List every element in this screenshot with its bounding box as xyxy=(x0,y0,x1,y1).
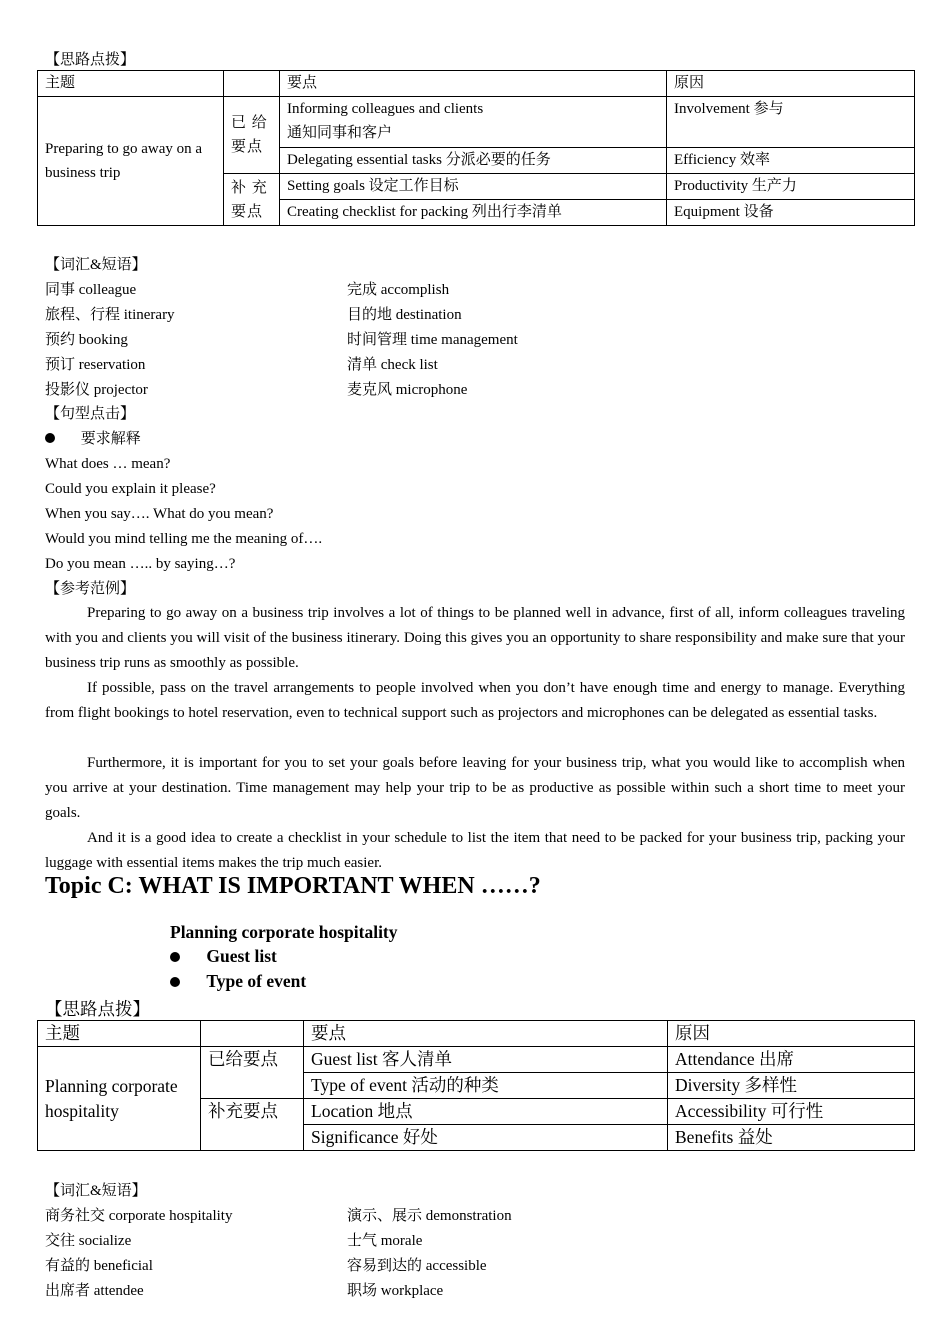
bullet-icon xyxy=(45,433,55,443)
sentence-item: Could you explain it please? xyxy=(45,481,216,497)
section-heading-vocab: 【词汇&短语】 xyxy=(45,257,147,273)
vocab-item: 清单 check list xyxy=(347,357,438,373)
table-reason-cell: Benefits 益处 xyxy=(668,1125,915,1151)
example-paragraph: Preparing to go away on a business trip involves a lot of things to be planned well in advance, first of all, inform colleagues traveling with you and clients you will visit of the business itinerary. Doing this gives you an opportunity to share responsibility and make sure that your business trip runs as smoothly as possible. xyxy=(45,605,905,671)
vocab-list-left xyxy=(45,1204,232,1304)
example-paragraph: And it is a good idea to create a checklist in your schedule to list the item that need to be packed for your business trip, packing your luggage with essential items makes the trip much easier. xyxy=(45,830,905,871)
vocab-item: 出席者 attendee xyxy=(45,1283,144,1299)
table-reason-cell: Efficiency 效率 xyxy=(667,148,915,174)
example-paragraph: Furthermore, it is important for you to set your goals before leaving for your business trip, what you would like to accomplish when you arrive at your destination. Time management may help your trip to be as productive as possible within such a short time to meet your goals. xyxy=(45,755,905,821)
topic-title: Topic C: WHAT IS IMPORTANT WHEN ……? xyxy=(45,873,541,899)
table-point-cell: Delegating essential tasks 分派必要的任务 xyxy=(280,148,667,174)
sentence-item: What does … mean? xyxy=(45,456,171,472)
table-reason-cell: Equipment 设备 xyxy=(667,200,915,226)
table-point-cell xyxy=(280,97,667,148)
topic-subtitle: Planning corporate hospitality xyxy=(170,922,398,942)
vocab-item: 有益的 beneficial xyxy=(45,1258,153,1274)
table-header-reasons: 原因 xyxy=(668,1021,915,1047)
outline-table-hospitality xyxy=(37,1020,915,1151)
bullet-icon xyxy=(170,977,180,987)
table-reason-cell: Productivity 生产力 xyxy=(667,174,915,200)
bullet-item xyxy=(170,971,306,992)
section-heading-thinking: 【思路点拨】 xyxy=(45,52,136,68)
vocab-list-right xyxy=(347,1204,512,1304)
section-heading-example: 【参考范例】 xyxy=(45,581,136,597)
sentence-pattern-list xyxy=(45,452,322,577)
vocab-item: 投影仪 projector xyxy=(45,382,148,398)
vocab-item: 时间管理 time management xyxy=(347,332,518,348)
vocab-list-left xyxy=(45,278,175,403)
section-heading-sentence: 【句型点击】 xyxy=(45,406,136,422)
point-text-cn: 通知同事和客户 xyxy=(287,125,393,141)
table-reason-cell: Accessibility 可行性 xyxy=(668,1099,915,1125)
sentence-item: When you say…. What do you mean? xyxy=(45,506,274,522)
sentence-item: Would you mind telling me the meaning of…. xyxy=(45,531,323,547)
table-header-topic: 主题 xyxy=(38,71,224,97)
table-topic-cell: Planning corporate hospitality xyxy=(38,1047,201,1151)
sentence-item: Do you mean ….. by saying…? xyxy=(45,556,236,572)
table-point-cell: Type of event 活动的种类 xyxy=(304,1073,668,1099)
table-topic-cell: Preparing to go away on a business trip xyxy=(38,97,224,226)
table-point-cell: Significance 好处 xyxy=(304,1125,668,1151)
table-reason-cell: Involvement 参与 xyxy=(667,97,915,148)
given-points-label: 已给要点 xyxy=(201,1047,304,1099)
table-header-blank xyxy=(224,71,280,97)
vocab-item: 同事 colleague xyxy=(45,282,137,298)
table-header-reasons: 原因 xyxy=(667,71,915,97)
vocab-item: 麦克风 microphone xyxy=(347,382,468,398)
table-header-blank xyxy=(201,1021,304,1047)
given-points-label: 已 给 要点 xyxy=(224,97,280,174)
vocab-item: 商务社交 corporate hospitality xyxy=(45,1208,233,1224)
table-reason-cell: Diversity 多样性 xyxy=(668,1073,915,1099)
vocab-item: 演示、展示 demonstration xyxy=(347,1208,512,1224)
vocab-item: 预约 booking xyxy=(45,332,128,348)
supplement-points-label: 补 充 要点 xyxy=(224,174,280,226)
table-header-points: 要点 xyxy=(280,71,667,97)
vocab-item: 旅程、行程 itinerary xyxy=(45,307,175,323)
supplement-points-label: 补充要点 xyxy=(201,1099,304,1151)
vocab-item: 容易到达的 accessible xyxy=(347,1258,487,1274)
vocab-item: 目的地 destination xyxy=(347,307,462,323)
outline-table-business-trip xyxy=(37,70,915,226)
point-text: Informing colleagues and clients xyxy=(287,101,484,117)
vocab-item: 预订 reservation xyxy=(45,357,146,373)
table-point-cell: Location 地点 xyxy=(304,1099,668,1125)
vocab-item: 士气 morale xyxy=(347,1233,423,1249)
bullet-label: Guest list xyxy=(206,946,277,966)
bullet-label: Type of event xyxy=(206,971,307,991)
vocab-item: 职场 workplace xyxy=(347,1283,444,1299)
bullet-label: 要求解释 xyxy=(80,431,141,447)
table-header-topic: 主题 xyxy=(38,1021,201,1047)
table-point-cell: Creating checklist for packing 列出行李清单 xyxy=(280,200,667,226)
table-header-points: 要点 xyxy=(304,1021,668,1047)
table-point-cell: Guest list 客人清单 xyxy=(304,1047,668,1073)
vocab-item: 完成 accomplish xyxy=(347,282,450,298)
table-point-cell: Setting goals 设定工作目标 xyxy=(280,174,667,200)
section-heading-vocab: 【词汇&短语】 xyxy=(45,1183,147,1199)
vocab-item: 交往 socialize xyxy=(45,1233,132,1249)
section-heading-thinking: 【思路点拨】 xyxy=(45,999,150,1019)
table-reason-cell: Attendance 出席 xyxy=(668,1047,915,1073)
vocab-list-right xyxy=(347,278,518,403)
bullet-item xyxy=(170,946,277,967)
example-paragraph: If possible, pass on the travel arrangements to people involved when you don’t have enough time and energy to manage. Everything from flight bookings to hotel reservation, even to technical support such as projectors and microphones can be delegated as essential tasks. xyxy=(45,680,905,721)
bullet-item xyxy=(45,427,141,448)
bullet-icon xyxy=(170,952,180,962)
